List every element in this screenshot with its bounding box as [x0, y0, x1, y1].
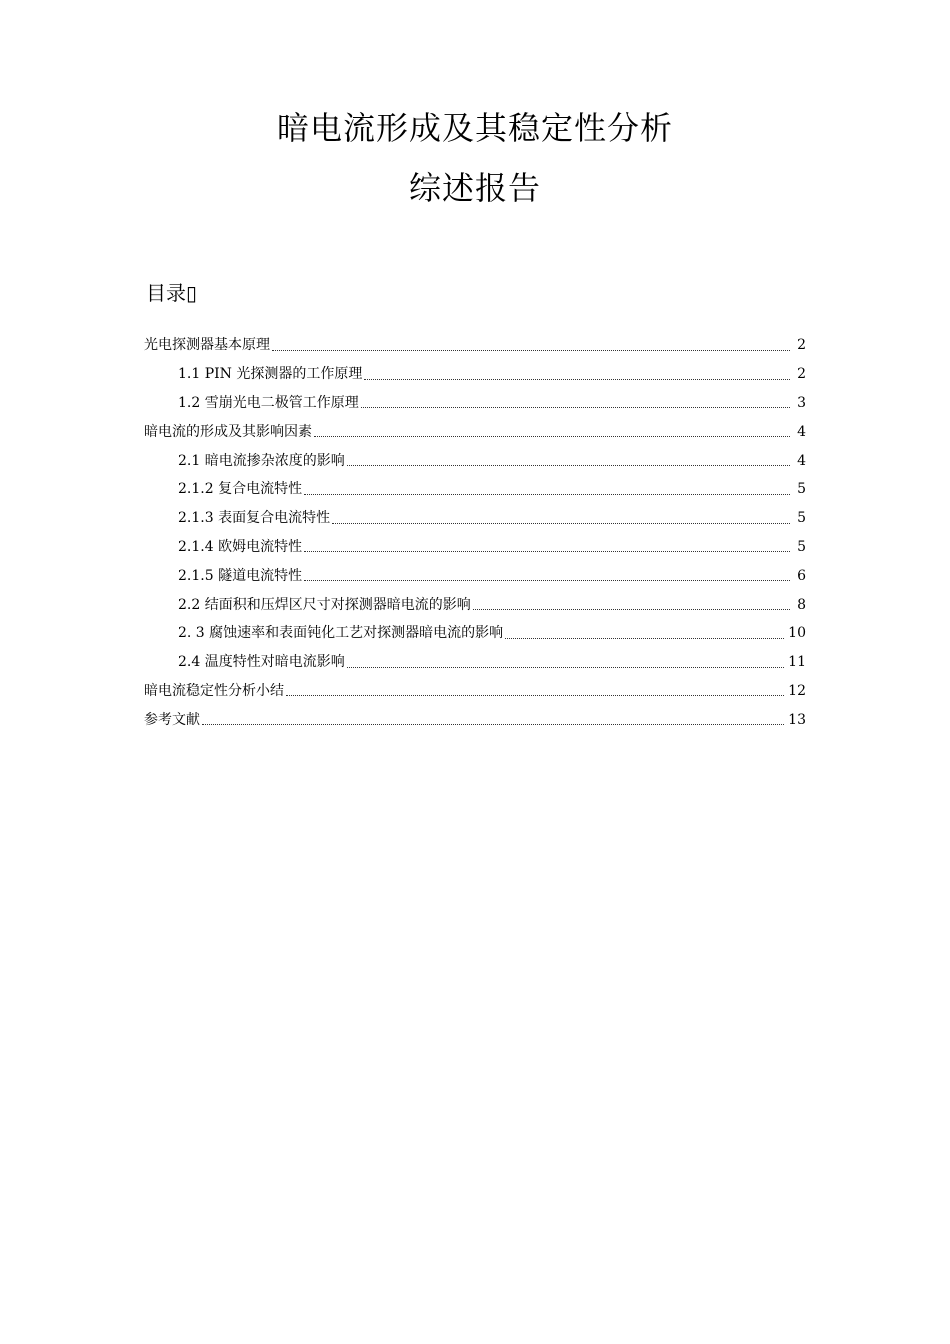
- toc-entry-label: 2. 3 腐蚀速率和表面钝化工艺对探测器暗电流的影响: [178, 625, 504, 642]
- toc-entry[interactable]: [144, 590, 806, 619]
- toc-page-number: 2: [797, 366, 806, 383]
- toc-entry[interactable]: [144, 619, 806, 648]
- toc-dot-leader: [304, 566, 790, 581]
- toc-page-number: 12: [788, 682, 806, 699]
- toc-entry[interactable]: [144, 331, 806, 360]
- toc-entry-label: 参考文献: [144, 711, 200, 728]
- toc-entry[interactable]: [144, 561, 806, 590]
- toc-heading: [146, 280, 197, 306]
- toc-page-number: 10: [788, 625, 806, 642]
- toc-dot-leader: [202, 710, 784, 725]
- toc-entry[interactable]: [144, 446, 806, 475]
- toc-dot-leader: [505, 624, 784, 639]
- toc-dot-leader: [347, 653, 784, 668]
- toc-entry-label: 2.1.2 复合电流特性: [178, 481, 303, 498]
- toc-dot-leader: [304, 480, 790, 495]
- toc-entry[interactable]: [144, 648, 806, 677]
- toc-entry-label: 暗电流稳定性分析小结: [144, 682, 284, 699]
- toc-dot-leader: [314, 422, 790, 437]
- toc-page-number: 13: [788, 711, 806, 728]
- table-of-contents: [144, 331, 806, 734]
- toc-entry-label: 2.1.3 表面复合电流特性: [178, 510, 331, 527]
- toc-page-number: 5: [797, 510, 806, 527]
- toc-entry-label: 2.4 温度特性对暗电流影响: [178, 654, 345, 671]
- toc-page-number: 4: [797, 423, 806, 440]
- toc-page-number: 6: [797, 567, 806, 584]
- document-subtitle: 综述报告: [408, 169, 541, 207]
- toc-entry[interactable]: [144, 389, 806, 418]
- toc-dot-leader: [361, 393, 790, 408]
- toc-heading-glyph: ▯: [186, 281, 198, 305]
- toc-entry[interactable]: [144, 417, 806, 446]
- toc-entry-label: 2.1 暗电流掺杂浓度的影响: [178, 452, 345, 469]
- toc-dot-leader: [347, 451, 790, 466]
- toc-entry[interactable]: [144, 705, 806, 734]
- toc-entry[interactable]: [144, 677, 806, 706]
- toc-entry[interactable]: [144, 533, 806, 562]
- toc-entry-label: 2.1.4 欧姆电流特性: [178, 538, 303, 555]
- toc-heading-text: 目录: [146, 281, 186, 305]
- toc-page-number: 2: [797, 337, 806, 354]
- toc-entry[interactable]: [144, 360, 806, 389]
- toc-page-number: 3: [797, 394, 806, 411]
- toc-dot-leader: [286, 681, 784, 696]
- toc-dot-leader: [364, 365, 790, 380]
- toc-entry-label: 2.1.5 隧道电流特性: [178, 567, 303, 584]
- toc-entry-label: 光电探测器基本原理: [144, 337, 270, 354]
- toc-dot-leader: [332, 509, 790, 524]
- toc-entry-label: 2.2 结面积和压焊区尺寸对探测器暗电流的影响: [178, 596, 471, 613]
- toc-page-number: 8: [797, 596, 806, 613]
- toc-entry-label: 1.1 PIN 光探测器的工作原理: [178, 366, 363, 383]
- toc-entry-label: 1.2 雪崩光电二极管工作原理: [178, 394, 359, 411]
- toc-page-number: 5: [797, 538, 806, 555]
- toc-dot-leader: [473, 595, 790, 610]
- toc-dot-leader: [272, 336, 790, 351]
- toc-dot-leader: [304, 537, 790, 552]
- toc-entry[interactable]: [144, 475, 806, 504]
- toc-entry-label: 暗电流的形成及其影响因素: [144, 423, 312, 440]
- document-title: 暗电流形成及其稳定性分析: [276, 109, 673, 147]
- toc-page-number: 11: [788, 654, 806, 671]
- toc-entry[interactable]: [144, 504, 806, 533]
- toc-page-number: 5: [797, 481, 806, 498]
- toc-page-number: 4: [797, 452, 806, 469]
